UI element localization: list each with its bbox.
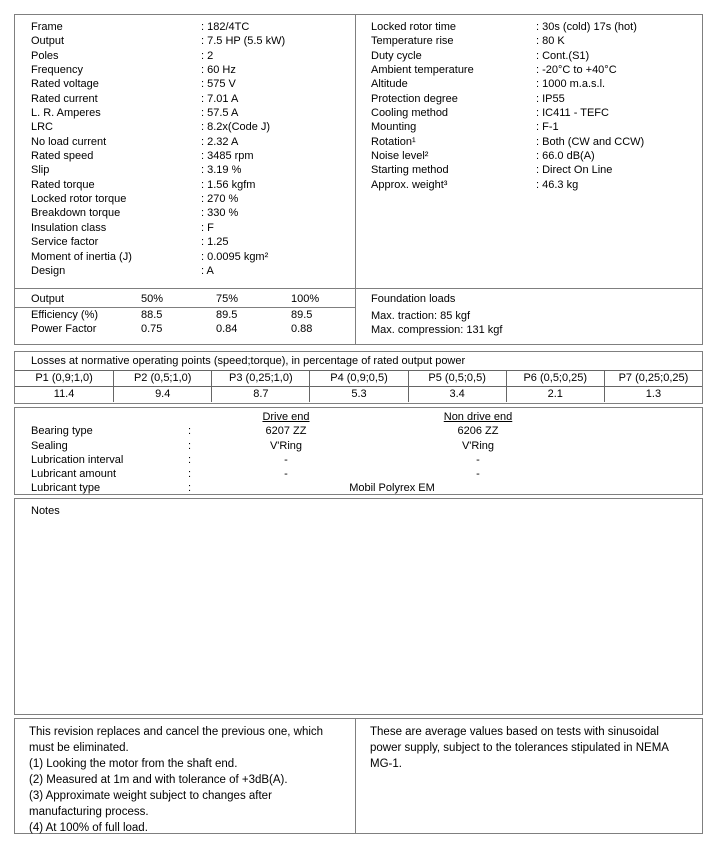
footer-remark: (4) At 100% of full load. xyxy=(29,822,148,834)
lubrication-interval-nde: - xyxy=(476,453,480,466)
row-label: Bearing type xyxy=(31,425,93,438)
spec-row-starting-method xyxy=(371,163,702,177)
losses-header-cell: P2 (0,5;1,0) xyxy=(113,371,211,387)
row-label: Max. traction xyxy=(371,310,434,322)
spec-row-frame xyxy=(31,20,355,34)
lubricant-amount-row xyxy=(15,467,702,481)
row-label: Power Factor xyxy=(31,323,97,336)
footer-remark: (1) Looking the motor from the shaft end. xyxy=(29,758,238,770)
foundation-loads-section xyxy=(356,289,702,344)
lubricant-type-value: Mobil Polyrex EM xyxy=(349,482,435,495)
bearing-type-row xyxy=(15,424,702,438)
power-factor-75: 0.84 xyxy=(216,323,238,336)
lubricant-type-row xyxy=(15,481,702,495)
row-value: : 85 kgf xyxy=(433,310,471,322)
row-label: Max. compression xyxy=(371,324,461,337)
losses-value-cell: 9.4 xyxy=(113,387,211,402)
power-factor-100: 0.88 xyxy=(291,323,313,336)
performance-section xyxy=(15,288,702,344)
performance-header-cell: Output xyxy=(31,293,65,305)
spec-value: : F xyxy=(201,221,214,234)
spec-label: Rated torque xyxy=(31,178,95,191)
spec-label: Poles xyxy=(31,49,59,62)
efficiency-50: 88.5 xyxy=(141,309,163,321)
spec-label: Moment of inertia (J) xyxy=(31,250,132,263)
spec-label: Duty cycle xyxy=(371,49,422,62)
bearing-type-nde: 6206 ZZ xyxy=(457,425,499,438)
spec-value: : F-1 xyxy=(536,121,559,134)
spec-value: : 575 V xyxy=(201,78,236,91)
colon: : xyxy=(188,468,192,481)
spec-label: Rated current xyxy=(31,92,98,105)
lubrication-interval-row xyxy=(15,453,702,467)
spec-value: : IC411 - TEFC xyxy=(536,107,609,120)
spec-value: : 7.01 A xyxy=(201,92,239,105)
footer-remark: (3) Approximate weight subject to changes after manufacturing process. xyxy=(29,790,272,818)
spec-value: : 57.5 A xyxy=(201,107,239,120)
spec-columns xyxy=(15,15,702,288)
row-label: Sealing xyxy=(31,439,68,452)
spec-row-duty-cycle xyxy=(371,49,702,63)
spec-label: Design xyxy=(31,264,66,277)
losses-header-cell: P1 (0,9;1,0) xyxy=(15,371,113,387)
spec-value: : -20°C to +40°C xyxy=(536,64,617,77)
spec-row-mounting xyxy=(371,120,702,134)
spec-value: : 2 xyxy=(201,49,214,62)
spec-row-no-load-current xyxy=(31,135,355,149)
spec-row-slip xyxy=(31,163,355,177)
main-specs-box xyxy=(14,14,703,345)
colon: : xyxy=(188,482,192,495)
spec-label: No load current xyxy=(31,135,107,148)
spec-row-altitude xyxy=(371,77,702,91)
footer-box xyxy=(14,718,703,834)
efficiency-row xyxy=(15,308,355,322)
spec-row-protection-degree xyxy=(371,92,702,106)
row-label: Lubricant amount xyxy=(31,468,116,481)
efficiency-75: 89.5 xyxy=(216,309,238,321)
max-traction-row xyxy=(371,309,702,323)
losses-value-cell: 11.4 xyxy=(53,388,75,400)
lubricant-amount-nde: - xyxy=(476,468,480,481)
spec-value: : 1.56 kgfm xyxy=(201,178,256,191)
spec-label: Locked rotor torque xyxy=(31,193,127,206)
losses-header-cell: P5 (0,5;0,5) xyxy=(408,371,506,387)
footer-remark: These are average values based on tests with sinusoidal power supply, subject to the tolerances stipulated in NEMA MG-1. xyxy=(370,726,669,770)
spec-row-rotation xyxy=(371,135,702,149)
spec-label: Starting method xyxy=(371,164,449,177)
spec-row-temperature-rise xyxy=(371,34,702,48)
bearings-box xyxy=(14,407,703,495)
spec-value: : 0.0095 kgm² xyxy=(201,250,269,263)
drive-end-label: Drive end xyxy=(262,411,310,423)
max-compression-row xyxy=(371,323,702,337)
spec-row-rated-current xyxy=(31,92,355,106)
spec-label: Approx. weight³ xyxy=(371,178,448,191)
spec-value: : A xyxy=(201,264,214,277)
performance-header-cell: 75% xyxy=(216,293,239,305)
performance-header-cell: 50% xyxy=(141,293,164,305)
bearing-type-de: 6207 ZZ xyxy=(265,425,307,438)
losses-value-cell: 1.3 xyxy=(604,387,702,402)
losses-header-cell: P6 (0,5;0,25) xyxy=(506,371,604,387)
drive-end-header xyxy=(200,410,372,424)
spec-label: Ambient temperature xyxy=(371,64,474,77)
losses-table xyxy=(15,371,702,402)
sealing-de: V'Ring xyxy=(269,439,303,452)
performance-table xyxy=(15,289,356,344)
spec-row-design xyxy=(31,264,355,278)
losses-box xyxy=(14,351,703,404)
bearings-header-row xyxy=(15,410,702,424)
spec-row-output xyxy=(31,34,355,48)
power-factor-row xyxy=(15,322,355,336)
spec-value: : 270 % xyxy=(201,193,239,206)
notes-title: Notes xyxy=(31,505,60,517)
spec-label: Protection degree xyxy=(371,92,458,105)
spec-row-locked-rotor-time xyxy=(371,20,702,34)
footer-right-remarks xyxy=(356,719,702,833)
spec-label: Rated voltage xyxy=(31,78,99,91)
spec-row-frequency xyxy=(31,63,355,77)
power-factor-50: 0.75 xyxy=(141,323,163,336)
spec-row-cooling-method xyxy=(371,106,702,120)
spec-label: Frequency xyxy=(31,64,83,77)
performance-header-cell: 100% xyxy=(291,293,320,305)
losses-title: Losses at normative operating points (speed;torque), in percentage of rated output power xyxy=(15,352,702,371)
row-label: Lubricant type xyxy=(31,482,101,495)
spec-label: Rotation¹ xyxy=(371,135,416,148)
spec-value: : 7.5 HP (5.5 kW) xyxy=(201,35,286,48)
spec-label: LRC xyxy=(31,121,54,134)
spec-value: : 330 % xyxy=(201,207,239,220)
spec-row-approx-weight xyxy=(371,178,702,192)
spec-value: : 80 K xyxy=(536,35,565,48)
spec-value: : 66.0 dB(A) xyxy=(536,150,595,163)
spec-value: : 2.32 A xyxy=(201,135,239,148)
spec-row-breakdown-torque xyxy=(31,206,355,220)
spec-value: : 1000 m.a.s.l. xyxy=(536,78,606,91)
spec-label: Insulation class xyxy=(31,221,107,234)
footer-left-remarks xyxy=(15,719,356,833)
colon: : xyxy=(188,425,192,438)
sealing-row xyxy=(15,439,702,453)
spec-value: : 1.25 xyxy=(201,236,229,249)
spec-label: Temperature rise xyxy=(371,35,454,48)
spec-value: : Cont.(S1) xyxy=(536,49,590,62)
losses-header-cell: P3 (0,25;1,0) xyxy=(211,371,309,387)
row-value: : 131 kgf xyxy=(460,324,503,337)
spec-value: : 30s (cold) 17s (hot) xyxy=(536,21,637,33)
spec-column-right xyxy=(356,15,702,288)
losses-value-cell: 8.7 xyxy=(211,387,309,402)
spec-row-moment-of-inertia xyxy=(31,250,355,264)
spec-row-lrc xyxy=(31,120,355,134)
spec-row-rated-torque xyxy=(31,178,355,192)
colon: : xyxy=(188,453,192,466)
spec-label: Cooling method xyxy=(371,107,449,120)
spec-row-poles xyxy=(31,49,355,63)
spec-value: : 182/4TC xyxy=(201,21,250,33)
spec-label: Slip xyxy=(31,164,50,177)
spec-label: Noise level² xyxy=(371,150,429,163)
spec-value: : 60 Hz xyxy=(201,64,236,77)
lubricant-amount-de: - xyxy=(284,468,288,481)
spec-row-rated-voltage xyxy=(31,77,355,91)
spec-label: L. R. Amperes xyxy=(31,107,101,120)
spacer xyxy=(188,410,200,424)
spec-row-ambient-temperature xyxy=(371,63,702,77)
row-label: Lubrication interval xyxy=(31,453,124,466)
performance-header-row xyxy=(15,289,355,308)
spec-label: Output xyxy=(31,35,65,48)
spec-value: : IP55 xyxy=(536,92,565,105)
spec-label: Frame xyxy=(31,21,63,33)
efficiency-100: 89.5 xyxy=(291,309,313,321)
spec-label: Altitude xyxy=(371,78,408,91)
spec-label: Mounting xyxy=(371,121,417,134)
spec-column-left xyxy=(15,15,356,288)
spec-label: Breakdown torque xyxy=(31,207,121,220)
spec-value: : Direct On Line xyxy=(536,164,613,177)
spec-label: Locked rotor time xyxy=(371,21,456,33)
losses-value-cell: 2.1 xyxy=(506,387,604,402)
spec-row-noise-level xyxy=(371,149,702,163)
spec-value: : 3485 rpm xyxy=(201,150,254,163)
spec-row-service-factor xyxy=(31,235,355,249)
footer-remark: (2) Measured at 1m and with tolerance of +3dB(A). xyxy=(29,774,288,786)
spec-row-insulation-class xyxy=(31,221,355,235)
spec-value: : Both (CW and CCW) xyxy=(536,135,645,148)
non-drive-end-header xyxy=(372,410,584,424)
losses-header-cell: P7 (0,25;0,25) xyxy=(604,371,702,387)
notes-box xyxy=(14,498,703,715)
foundation-loads-title: Foundation loads xyxy=(371,293,456,305)
spec-value: : 46.3 kg xyxy=(536,178,579,191)
footer-remark: This revision replaces and cancel the previous one, which must be eliminated. xyxy=(29,726,324,754)
lubrication-interval-de: - xyxy=(284,453,288,466)
row-label: Efficiency (%) xyxy=(31,309,99,321)
sealing-nde: V'Ring xyxy=(461,439,495,452)
losses-value-cell: 3.4 xyxy=(408,387,506,402)
losses-value-cell: 5.3 xyxy=(309,387,407,402)
spec-row-lr-amperes xyxy=(31,106,355,120)
spec-value: : 3.19 % xyxy=(201,164,242,177)
losses-header-cell: P4 (0,9;0,5) xyxy=(309,371,407,387)
spec-label: Rated speed xyxy=(31,150,94,163)
non-drive-end-label: Non drive end xyxy=(443,411,513,423)
spec-value: : 8.2x(Code J) xyxy=(201,121,271,134)
spec-label: Service factor xyxy=(31,236,99,249)
spec-row-locked-rotor-torque xyxy=(31,192,355,206)
spacer xyxy=(31,410,188,424)
colon: : xyxy=(188,439,192,452)
spec-row-rated-speed xyxy=(31,149,355,163)
